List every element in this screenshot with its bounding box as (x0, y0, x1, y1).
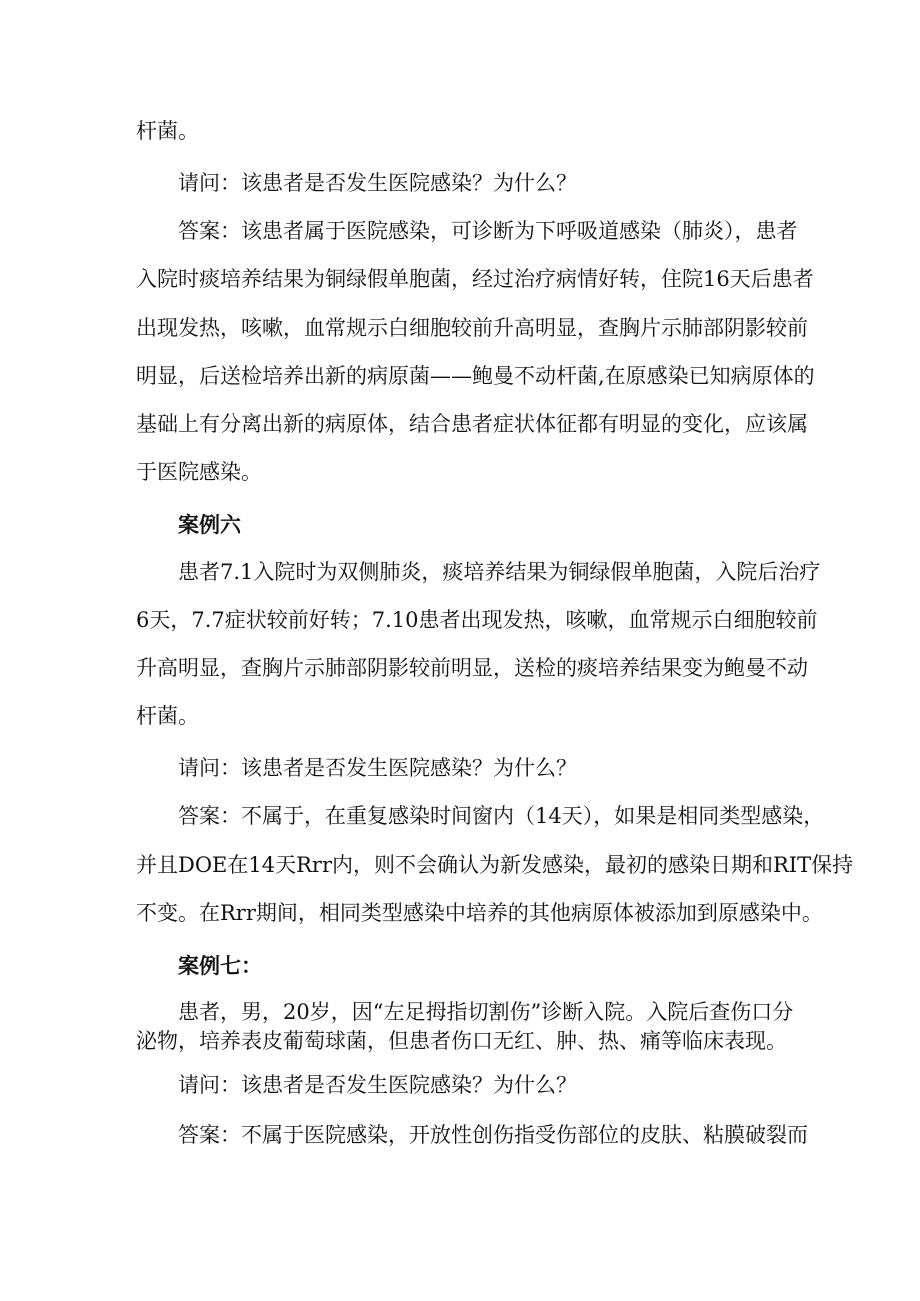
answer-line: 答案：该患者属于医院感染，可诊断为下呼吸道感染（肺炎），患者 (178, 219, 798, 243)
paragraph-line: 杆菌。 (136, 119, 199, 143)
paragraph-line: 升高明显，查胸片示肺部阴影较前明显，送检的痰培养结果变为鲍曼不动 (136, 656, 808, 680)
paragraph-line: 杆菌。 (136, 704, 199, 728)
section-heading-case-7: 案例七： (178, 953, 262, 978)
paragraph-line: 出现发热，咳嗽，血常规示白细胞较前升高明显，查胸片示肺部阴影较前 (136, 316, 808, 340)
paragraph-line: 不变。在Rrr期间，相同类型感染中培养的其他病原体被添加到原感染中。 (136, 901, 823, 925)
question-line: 请问：该患者是否发生医院感染？为什么？ (178, 756, 577, 780)
paragraph-line: 并且DOE在14天Rrr内，则不会确认为新发感染，最初的感染日期和RIT保持 (136, 853, 854, 877)
question-line: 请问：该患者是否发生医院感染？为什么？ (178, 171, 577, 195)
answer-line: 答案：不属于，在重复感染时间窗内（14天），如果是相同类型感染， (178, 804, 825, 828)
paragraph-line: 入院时痰培养结果为铜绿假单胞菌，经过治疗病情好转，住院16天后患者 (136, 267, 814, 291)
paragraph-line: 患者7.1入院时为双侧肺炎，痰培养结果为铜绿假单胞菌，入院后治疗 (178, 560, 821, 584)
paragraph-line: 6天，7.7症状较前好转；7.10患者出现发热，咳嗽，血常规示白细胞较前 (136, 608, 818, 632)
paragraph-line: 于医院感染。 (136, 460, 262, 484)
answer-line: 答案：不属于医院感染，开放性创伤指受伤部位的皮肤、粘膜破裂而 (178, 1123, 808, 1147)
paragraph-line: 患者，男，20岁，因“左足拇指切割伤”诊断入院。入院后查伤口分 (178, 1000, 794, 1024)
question-line: 请问：该患者是否发生医院感染？为什么？ (178, 1073, 577, 1097)
paragraph-line: 基础上有分离出新的病原体，结合患者症状体征都有明显的变化，应该属 (136, 412, 808, 436)
section-heading-case-6: 案例六 (178, 512, 241, 537)
paragraph-line: 明显，后送检培养出新的病原菌——鲍曼不动杆菌,在原感染已知病原体的 (136, 364, 815, 388)
paragraph-line: 泌物，培养表皮葡萄球菌，但患者伤口无红、肿、热、痛等临床表现。 (136, 1029, 787, 1053)
